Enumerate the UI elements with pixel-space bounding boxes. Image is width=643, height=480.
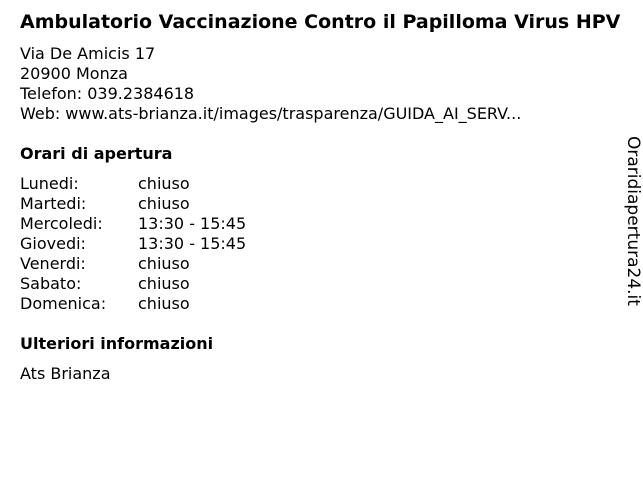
- day-label: Sabato:: [20, 274, 82, 293]
- day-hours: chiuso: [138, 194, 190, 213]
- address-block: [20, 44, 610, 124]
- opening-hours-heading: Orari di apertura: [20, 144, 173, 163]
- city-postal: 20900 Monza: [20, 64, 128, 83]
- hours-row-thursday: [20, 234, 610, 254]
- hours-row-tuesday: [20, 194, 610, 214]
- page-title: Ambulatorio Vaccinazione Contro il Papilloma Virus HPV: [20, 11, 621, 33]
- hours-row-monday: [20, 174, 610, 194]
- day-label: Mercoledi:: [20, 214, 103, 233]
- day-hours: 13:30 - 15:45: [138, 214, 247, 233]
- listing-content: [20, 11, 621, 384]
- hours-row-wednesday: [20, 214, 610, 234]
- day-hours: 13:30 - 15:45: [138, 234, 247, 253]
- day-hours: chiuso: [138, 274, 190, 293]
- day-label: Lunedi:: [20, 174, 79, 193]
- day-label: Martedi:: [20, 194, 87, 213]
- website-row: [20, 104, 610, 124]
- day-label: Venerdi:: [20, 254, 86, 273]
- hours-row-sunday: [20, 294, 610, 314]
- day-hours: chiuso: [138, 294, 190, 313]
- opening-hours-table: [20, 174, 610, 314]
- website-label: Web:: [20, 104, 61, 123]
- day-hours: chiuso: [138, 174, 190, 193]
- hours-row-saturday: [20, 274, 610, 294]
- phone-number[interactable]: Telefon: 039.2384618: [20, 84, 195, 103]
- further-info-text: Ats Brianza: [20, 364, 111, 383]
- further-info-heading: Ulteriori informazioni: [20, 334, 214, 353]
- site-watermark: Oraridiapertura24.it: [623, 136, 643, 306]
- street-address: Via De Amicis 17: [20, 44, 156, 63]
- day-label: Giovedi:: [20, 234, 86, 253]
- website-link[interactable]: www.ats-brianza.it/images/trasparenza/GUIDA_AI_SERV...: [65, 104, 522, 123]
- day-hours: chiuso: [138, 254, 190, 273]
- hours-row-friday: [20, 254, 610, 274]
- day-label: Domenica:: [20, 294, 107, 313]
